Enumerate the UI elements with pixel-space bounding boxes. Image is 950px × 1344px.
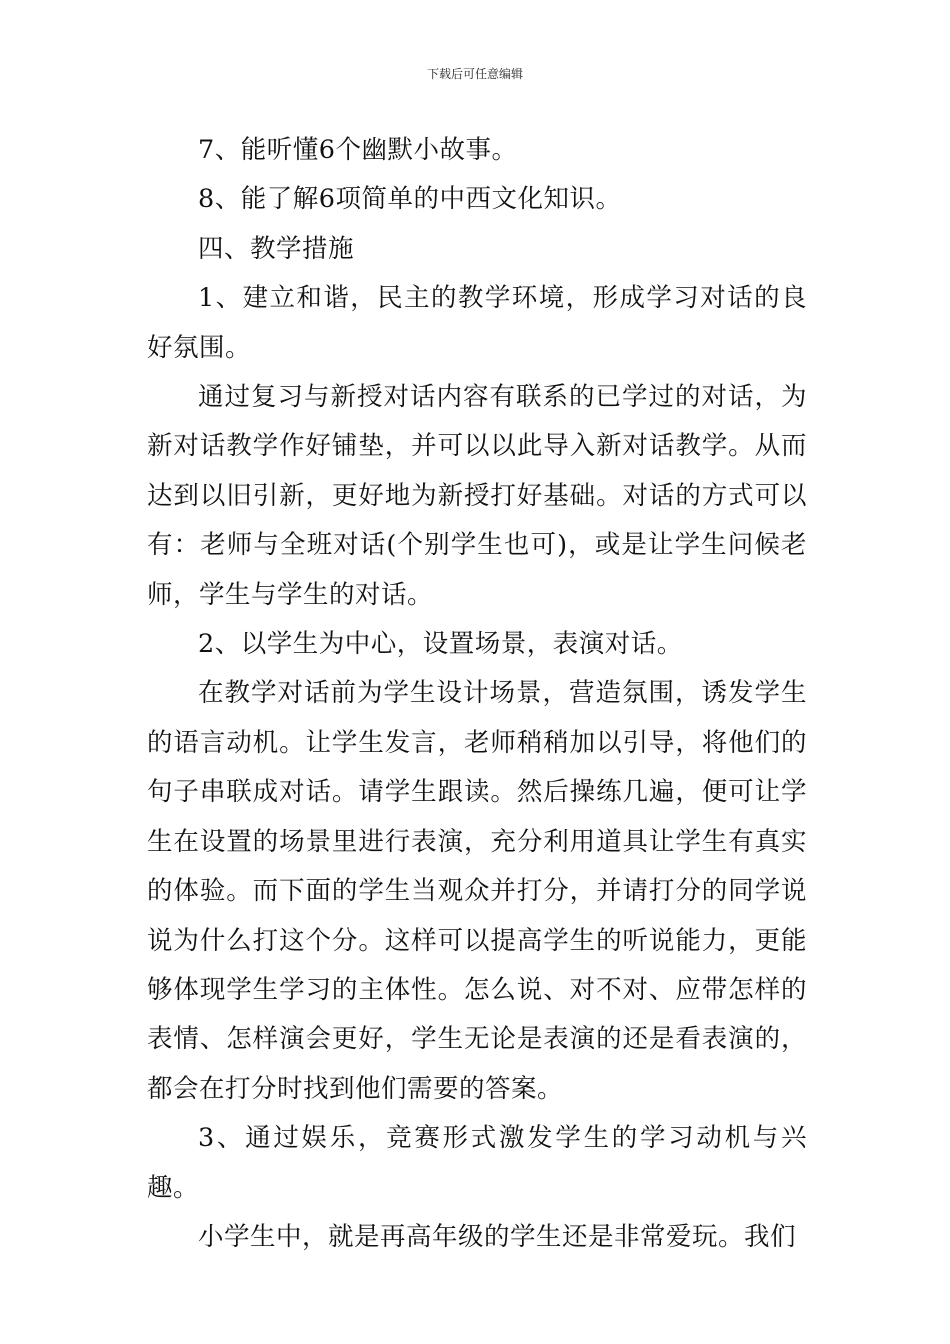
measure-3-body: 小学生中，就是再高年级的学生还是非常爱玩。我们 bbox=[198, 1221, 797, 1252]
section-heading: 四、教学措施 bbox=[198, 233, 355, 264]
list-item-7: 7、能听懂6个幽默小故事。 bbox=[198, 135, 518, 165]
measure-1-heading: 1、建立和谐，民主的教学环境，形成学习对话的良好氛围。 bbox=[147, 283, 807, 363]
measure-3-heading: 3、通过娱乐，竞赛形式激发学生的学习动机与兴趣。 bbox=[147, 1123, 807, 1203]
page-header: 下载后可任意编辑 bbox=[426, 67, 523, 81]
measure-2-heading: 2、以学生为中心，设置场景，表演对话。 bbox=[198, 629, 683, 660]
list-item-8: 8、能了解6项简单的中西文化知识。 bbox=[198, 184, 622, 215]
measure-1-body: 通过复习与新授对话内容有联系的已学过的对话，为新对话教学作好铺垫，并可以以此导入新对话教学。从而达到以旧引新，更好地为新授打好基础。对话的方式可以有：老师与全班对话(个别学生也可)，或是让学生问候老师，学生与学生的对话。 bbox=[147, 382, 807, 610]
document-body bbox=[147, 126, 807, 1262]
measure-2-body: 在教学对话前为学生设计场景，营造氛围，诱发学生的语言动机。让学生发言，老师稍稍加以引导，将他们的句子串联成对话。请学生跟读。然后操练几遍，便可让学生在设置的场景里进行表演，充分利用道具让学生有真实的体验。而下面的学生当观众并打分，并请打分的同学说说为什么打这个分。这样可以提高学生的听说能力，更能够体现学生学习的主体性。怎么说、对不对、应带怎样的表情、怎样演会更好，学生无论是表演的还是看表演的，都会在打分时找到他们需要的答案。 bbox=[147, 678, 807, 1104]
